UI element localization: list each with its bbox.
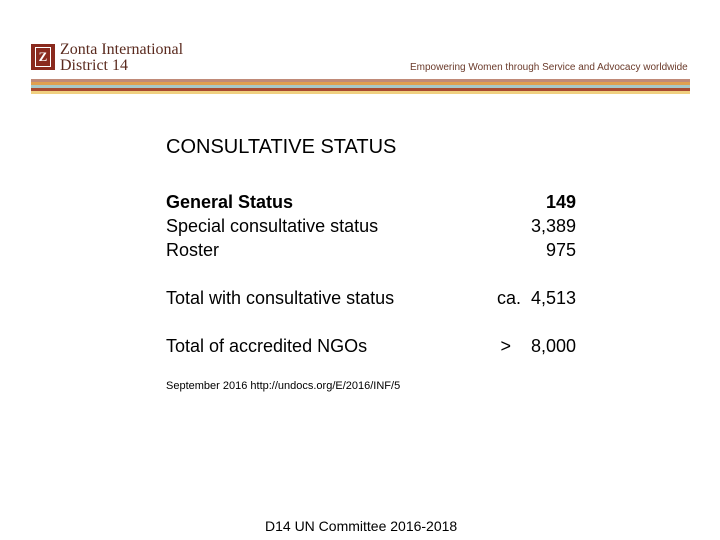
roster-label: Roster: [166, 240, 220, 260]
slide-title: CONSULTATIVE STATUS: [166, 136, 397, 158]
tagline: Empowering Women through Service and Advocacy worldwide: [410, 62, 688, 73]
header-stripes: [31, 79, 690, 94]
total-accredited-label: Total of accredited NGOs: [166, 336, 368, 356]
org-line1: Zonta International: [60, 41, 184, 58]
total-accredited-value: > 8,000: [500, 336, 576, 356]
special-status-value: 3,389: [530, 216, 576, 236]
general-status-label: General Status: [166, 192, 294, 212]
roster-value: 975: [545, 240, 576, 260]
total-consultative-value: ca. 4,513: [496, 288, 576, 308]
general-status-value: 149: [545, 192, 576, 212]
org-line2: District 14: [60, 57, 128, 74]
org-name: [60, 42, 183, 74]
source-citation: September 2016 http://undocs.org/E/2016/INF/5: [166, 380, 401, 392]
total-consultative-label: Total with consultative status: [166, 288, 395, 308]
special-status-label: Special consultative status: [166, 216, 379, 236]
slide-footer: D14 UN Committee 2016-2018: [265, 518, 458, 534]
zonta-logo-icon: Z: [31, 44, 55, 70]
